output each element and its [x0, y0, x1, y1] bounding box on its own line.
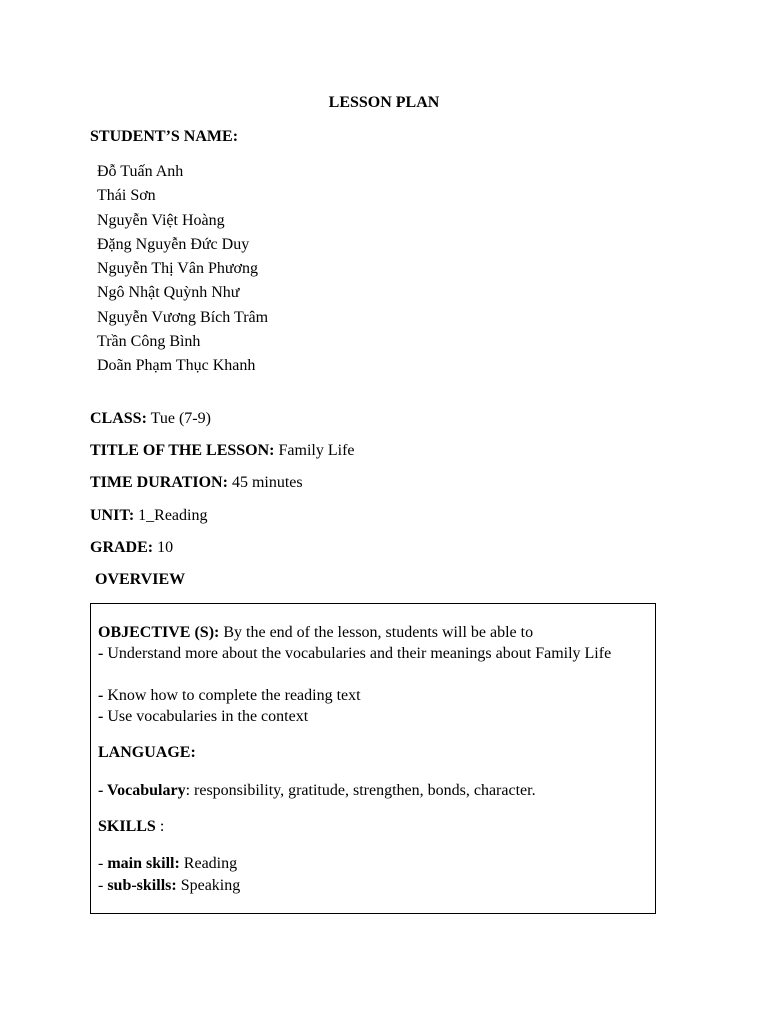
- student-name: Nguyễn Vương Bích Trâm: [97, 308, 269, 326]
- skills-colon: :: [155, 818, 165, 835]
- students-label: STUDENT’S NAME:: [90, 128, 239, 145]
- student-name: Ngô Nhật Quỳnh Như: [97, 284, 240, 302]
- vocabulary-value: : responsibility, gratitude, strengthen, bonds, character.: [185, 782, 536, 799]
- vocabulary-label: Vocabulary: [107, 782, 186, 799]
- unit-row: [90, 507, 207, 525]
- objective-label: OBJECTIVE (S):: [98, 624, 220, 641]
- objective-row: [98, 622, 533, 643]
- class-value: Tue (7-9): [150, 410, 211, 427]
- language-label: LANGUAGE:: [98, 744, 196, 761]
- objective-intro: By the end of the lesson, students will be able to: [223, 624, 534, 641]
- student-name: Nguyễn Thị Vân Phương: [97, 260, 258, 278]
- page-title: LESSON PLAN: [328, 94, 440, 111]
- class-row: [90, 410, 211, 428]
- unit-label: UNIT:: [90, 507, 135, 524]
- overview-label: OVERVIEW: [95, 571, 186, 588]
- student-name: Thái Sơn: [97, 187, 156, 205]
- lesson-title-label: TITLE OF THE LESSON:: [90, 442, 275, 459]
- student-name: Doãn Phạm Thục Khanh: [97, 357, 256, 375]
- main-skill-row: - main skill: Reading: [98, 855, 238, 872]
- grade-label: GRADE:: [90, 539, 154, 556]
- sub-skills-label: sub-skills:: [107, 877, 177, 894]
- lesson-title-value: Family Life: [278, 442, 355, 459]
- objective-item: - Use vocabularies in the context: [98, 708, 309, 725]
- unit-value: 1_Reading: [138, 507, 208, 524]
- objective-item-text: Understand more about the vocabularies and their meanings about Family Life: [107, 645, 612, 662]
- student-name: Trần Công Bình: [97, 333, 201, 351]
- objective-item-text: Know how to complete the reading text: [107, 687, 361, 704]
- main-skill-value: Reading: [183, 855, 238, 872]
- duration-row: [90, 474, 303, 492]
- student-name: Nguyễn Việt Hoàng: [97, 211, 225, 229]
- duration-label: TIME DURATION:: [90, 474, 228, 491]
- skills-row: [98, 816, 164, 837]
- lesson-title-row: [90, 442, 355, 460]
- student-name: Đặng Nguyễn Đức Duy: [97, 235, 250, 253]
- vocabulary-row: - Vocabulary: responsibility, gratitude, strengthen, bonds, character.: [98, 782, 536, 799]
- class-label: CLASS:: [90, 410, 147, 427]
- grade-value: 10: [157, 539, 174, 556]
- sub-skills-row: - sub-skills: Speaking: [98, 877, 241, 894]
- student-name-list: [97, 160, 268, 379]
- objective-item: - Understand more about the vocabularies and their meanings about Family Life: [98, 645, 612, 662]
- grade-row: [90, 539, 173, 557]
- objective-item-text: Use vocabularies in the context: [107, 708, 309, 725]
- objective-item: - Know how to complete the reading text: [98, 687, 361, 704]
- overview-box: [90, 603, 656, 914]
- student-name: Đỗ Tuấn Anh: [97, 163, 184, 180]
- sub-skills-value: Speaking: [180, 877, 241, 894]
- duration-value: 45 minutes: [231, 474, 303, 491]
- main-skill-label: main skill:: [107, 855, 180, 872]
- skills-label: SKILLS: [98, 818, 156, 835]
